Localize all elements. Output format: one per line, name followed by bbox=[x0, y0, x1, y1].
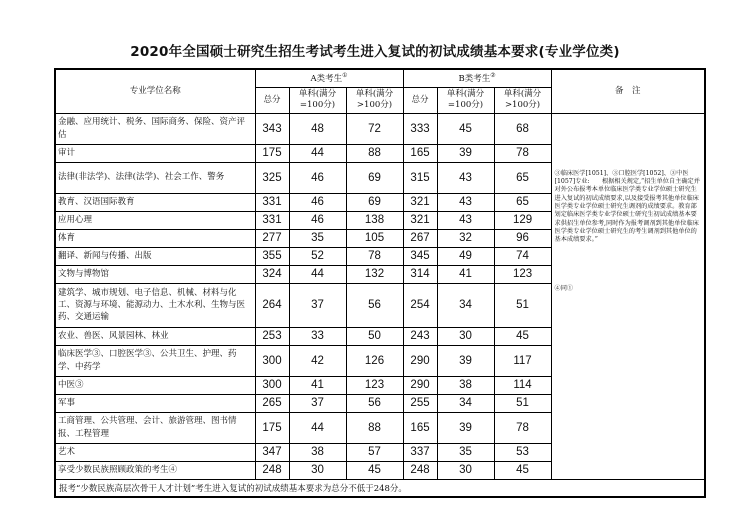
b-single-100: 34 bbox=[437, 283, 494, 327]
b-total: 314 bbox=[403, 265, 437, 283]
degree-name: 体育 bbox=[55, 229, 255, 247]
b-total: 243 bbox=[403, 327, 437, 345]
a-single-gt100: 69 bbox=[346, 193, 403, 211]
a-single-gt100: 88 bbox=[346, 144, 403, 162]
b-total: 321 bbox=[403, 211, 437, 229]
degree-name: 法律(非法学)、法律(法学)、社会工作、警务 bbox=[55, 162, 255, 193]
b-group-mark: ② bbox=[490, 72, 496, 80]
col-header-a-group bbox=[255, 69, 403, 87]
b-single-gt100: 74 bbox=[494, 247, 551, 265]
a-single-gt100: 56 bbox=[346, 283, 403, 327]
b-single-gt100: 114 bbox=[494, 376, 551, 394]
a-single-100: 35 bbox=[289, 229, 346, 247]
b-total: 255 bbox=[403, 394, 437, 412]
col-header-a-single-gt100: 单科(满分>100分) bbox=[346, 87, 403, 113]
b-single-100: 39 bbox=[437, 412, 494, 443]
a-single-gt100: 126 bbox=[346, 345, 403, 376]
b-total: 333 bbox=[403, 113, 437, 144]
remarks-cell bbox=[551, 113, 705, 479]
b-group-label: B类考生 bbox=[458, 73, 491, 84]
col-header-remarks: 备 注 bbox=[551, 69, 705, 113]
a-total: 265 bbox=[255, 394, 289, 412]
remarks-note-minority: ④同① bbox=[554, 284, 574, 292]
a-total: 331 bbox=[255, 193, 289, 211]
b-single-100: 39 bbox=[437, 345, 494, 376]
b-single-100: 49 bbox=[437, 247, 494, 265]
col-header-a-single-100: 单科(满分=100分) bbox=[289, 87, 346, 113]
col-header-a-total: 总分 bbox=[255, 87, 289, 113]
b-single-gt100: 45 bbox=[494, 327, 551, 345]
b-total: 345 bbox=[403, 247, 437, 265]
b-single-gt100: 96 bbox=[494, 229, 551, 247]
b-single-gt100: 45 bbox=[494, 461, 551, 479]
a-single-100: 37 bbox=[289, 283, 346, 327]
a-total: 300 bbox=[255, 345, 289, 376]
b-single-100: 35 bbox=[437, 443, 494, 461]
b-single-gt100: 78 bbox=[494, 412, 551, 443]
col-header-b-total: 总分 bbox=[403, 87, 437, 113]
page-title: 2020年全国硕士研究生招生考试考生进入复试的初试成绩基本要求(专业学位类) bbox=[130, 44, 620, 60]
degree-name: 艺术 bbox=[55, 443, 255, 461]
b-total: 290 bbox=[403, 345, 437, 376]
a-group-label: A类考生 bbox=[310, 73, 343, 84]
a-total: 175 bbox=[255, 412, 289, 443]
b-single-gt100: 123 bbox=[494, 265, 551, 283]
a-single-100: 44 bbox=[289, 265, 346, 283]
b-single-gt100: 65 bbox=[494, 162, 551, 193]
a-single-100: 37 bbox=[289, 394, 346, 412]
b-single-gt100: 129 bbox=[494, 211, 551, 229]
b-single-100: 39 bbox=[437, 144, 494, 162]
b-total: 315 bbox=[403, 162, 437, 193]
a-single-gt100: 105 bbox=[346, 229, 403, 247]
col-header-b-single-100: 单科(满分=100分) bbox=[437, 87, 494, 113]
degree-name: 临床医学③、口腔医学③、公共卫生、护理、药学、中药学 bbox=[55, 345, 255, 376]
b-single-gt100: 65 bbox=[494, 193, 551, 211]
b-total: 290 bbox=[403, 376, 437, 394]
a-single-100: 41 bbox=[289, 376, 346, 394]
col-header-b-group bbox=[403, 69, 551, 87]
a-total: 343 bbox=[255, 113, 289, 144]
b-single-100: 45 bbox=[437, 113, 494, 144]
degree-name: 金融、应用统计、税务、国际商务、保险、资产评估 bbox=[55, 113, 255, 144]
a-single-gt100: 56 bbox=[346, 394, 403, 412]
degree-name: 应用心理 bbox=[55, 211, 255, 229]
b-single-100: 43 bbox=[437, 193, 494, 211]
b-single-100: 43 bbox=[437, 162, 494, 193]
a-single-100: 46 bbox=[289, 211, 346, 229]
degree-name: 军事 bbox=[55, 394, 255, 412]
table-row bbox=[55, 113, 705, 144]
a-single-gt100: 57 bbox=[346, 443, 403, 461]
a-single-gt100: 72 bbox=[346, 113, 403, 144]
b-single-100: 34 bbox=[437, 394, 494, 412]
a-total: 324 bbox=[255, 265, 289, 283]
a-total: 248 bbox=[255, 461, 289, 479]
b-total: 165 bbox=[403, 412, 437, 443]
degree-name: 建筑学、城市规划、电子信息、机械、材料与化工、资源与环境、能源动力、土木水利、生物与医药、交通运输 bbox=[55, 283, 255, 327]
a-total: 277 bbox=[255, 229, 289, 247]
b-total: 165 bbox=[403, 144, 437, 162]
a-total: 331 bbox=[255, 211, 289, 229]
b-single-100: 38 bbox=[437, 376, 494, 394]
b-total: 254 bbox=[403, 283, 437, 327]
a-single-100: 33 bbox=[289, 327, 346, 345]
a-total: 264 bbox=[255, 283, 289, 327]
table-footer-row bbox=[55, 479, 705, 497]
a-single-100: 46 bbox=[289, 193, 346, 211]
b-total: 321 bbox=[403, 193, 437, 211]
a-group-mark: ① bbox=[342, 72, 348, 80]
degree-name: 中医③ bbox=[55, 376, 255, 394]
b-single-gt100: 78 bbox=[494, 144, 551, 162]
degree-name: 享受少数民族照顾政策的考生④ bbox=[55, 461, 255, 479]
degree-name: 审计 bbox=[55, 144, 255, 162]
a-total: 300 bbox=[255, 376, 289, 394]
b-single-100: 30 bbox=[437, 461, 494, 479]
b-single-gt100: 51 bbox=[494, 283, 551, 327]
a-single-gt100: 123 bbox=[346, 376, 403, 394]
a-single-gt100: 132 bbox=[346, 265, 403, 283]
col-header-degree-name: 专业学位名称 bbox=[55, 69, 255, 113]
a-total: 253 bbox=[255, 327, 289, 345]
b-single-100: 43 bbox=[437, 211, 494, 229]
degree-name: 文物与博物馆 bbox=[55, 265, 255, 283]
b-single-gt100: 117 bbox=[494, 345, 551, 376]
a-single-100: 42 bbox=[289, 345, 346, 376]
footer-note: 报考“少数民族高层次骨干人才计划”考生进入复试的初试成绩基本要求为总分不低于248分。 bbox=[55, 479, 705, 497]
degree-name: 翻译、新闻与传播、出版 bbox=[55, 247, 255, 265]
b-single-gt100: 53 bbox=[494, 443, 551, 461]
a-single-gt100: 45 bbox=[346, 461, 403, 479]
a-total: 355 bbox=[255, 247, 289, 265]
b-total: 267 bbox=[403, 229, 437, 247]
a-total: 347 bbox=[255, 443, 289, 461]
a-total: 175 bbox=[255, 144, 289, 162]
a-single-100: 38 bbox=[289, 443, 346, 461]
a-single-100: 44 bbox=[289, 144, 346, 162]
a-single-100: 44 bbox=[289, 412, 346, 443]
a-single-100: 46 bbox=[289, 162, 346, 193]
score-table bbox=[54, 68, 706, 498]
degree-name: 教育、汉语国际教育 bbox=[55, 193, 255, 211]
remarks-note-clinical: ③临床医学[1051]、③口腔医学[1052]、③中医[1057]专业: 根据相关规定,“招生单位自主确定并对外公布报考本单位临床医学类专业学位硕士研究生进入复试的初试成绩要求,以及接受报考其他单位临床医学类专业学位硕士研究生调剂的成绩要求。教育部划定临床医学类专业学位硕士研究生初试成绩基本要求供招生单位参考,同时作为报考调剂到其他单位临床医学类专业学位硕士研究生的考生调剂到其他单位的基本成绩要求。” bbox=[554, 169, 700, 244]
degree-name: 农业、兽医、风景园林、林业 bbox=[55, 327, 255, 345]
b-total: 337 bbox=[403, 443, 437, 461]
a-single-gt100: 50 bbox=[346, 327, 403, 345]
b-single-gt100: 51 bbox=[494, 394, 551, 412]
b-single-100: 41 bbox=[437, 265, 494, 283]
b-total: 248 bbox=[403, 461, 437, 479]
a-single-gt100: 78 bbox=[346, 247, 403, 265]
b-single-100: 30 bbox=[437, 327, 494, 345]
b-single-gt100: 68 bbox=[494, 113, 551, 144]
a-single-gt100: 138 bbox=[346, 211, 403, 229]
col-header-b-single-gt100: 单科(满分>100分) bbox=[494, 87, 551, 113]
a-total: 325 bbox=[255, 162, 289, 193]
a-single-100: 52 bbox=[289, 247, 346, 265]
degree-name: 工商管理、公共管理、会计、旅游管理、图书情报、工程管理 bbox=[55, 412, 255, 443]
a-single-100: 48 bbox=[289, 113, 346, 144]
b-single-100: 32 bbox=[437, 229, 494, 247]
a-single-100: 30 bbox=[289, 461, 346, 479]
a-single-gt100: 88 bbox=[346, 412, 403, 443]
a-single-gt100: 69 bbox=[346, 162, 403, 193]
